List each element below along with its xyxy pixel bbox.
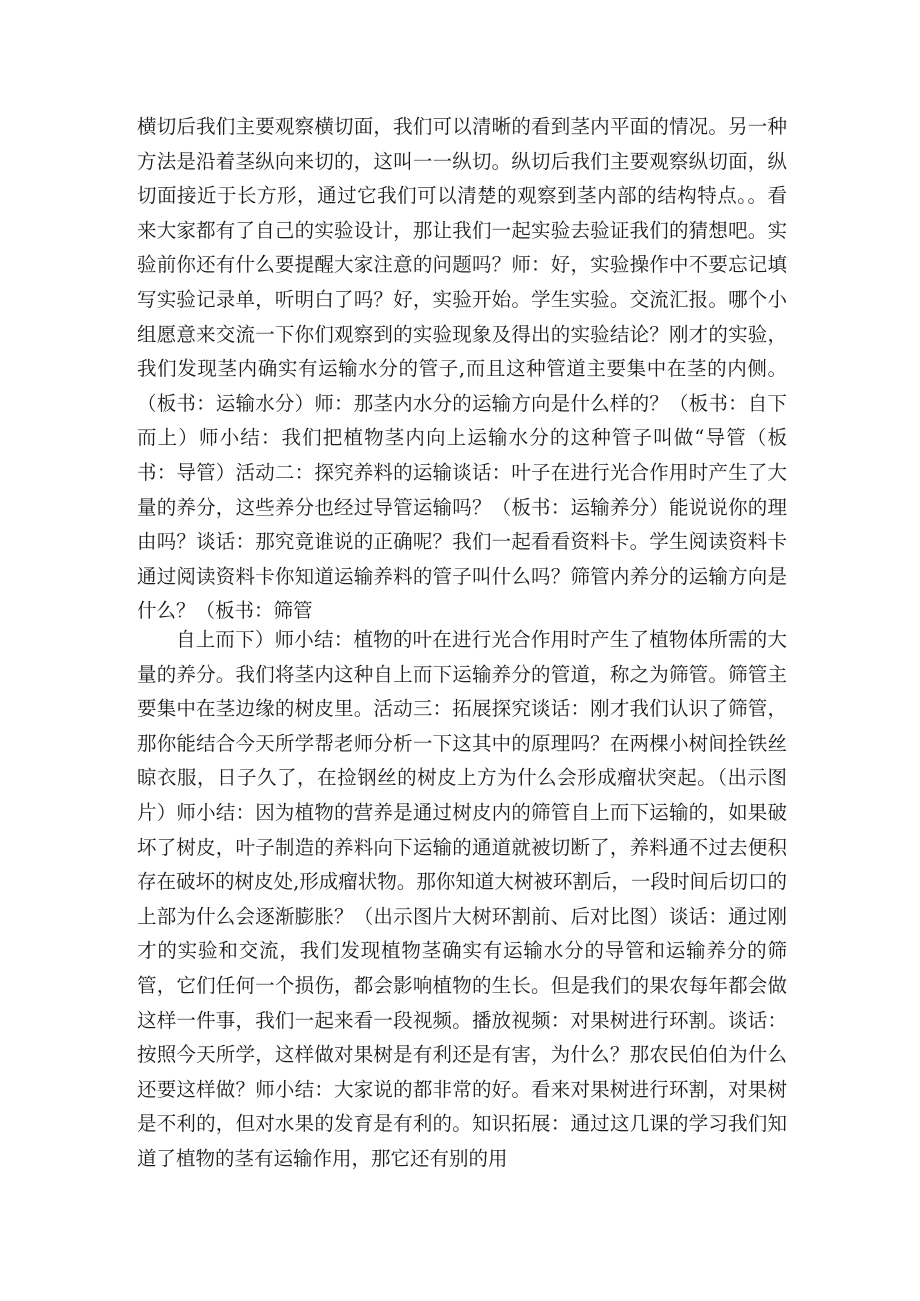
paragraph-2: 自上而下）师小结：植物的叶在进行光合作用时产生了植物体所需的大量的养分。我们将茎内这种自上而下运输养分的管道，称之为筛管。筛管主要集中在茎边缘的树皮里。活动三：拓展探究谈话：刚才我们认识了筛管，那你能结合今天所学帮老师分析一下这其中的原理吗？在两棵小树间拴铁丝晾衣服，日子久了，在捡钢丝的树皮上方为什么会形成瘤状突起。（出示图片）师小结：因为植物的营养是通过树皮内的筛管自上而下运输的，如果破坏了树皮，叶子制造的养料向下运输的通道就被切断了，养料通不过去便积存在破坏的树皮处,形成瘤状物。那你知道大树被环割后，一段时间后切口的上部为什么会逐渐膨胀？（出示图片大树环割前、后对比图）谈话：通过刚才的实验和交流，我们发现植物茎确实有运输水分的导管和运输养分的筛管，它们任何一个损伤，都会影响植物的生长。但是我们的果农每年都会做这样一件事，我们一起来看一段视频。播放视频：对果树进行环割。谈话：按照今天所学，这样做对果树是有利还是有害，为什么？那农民伯伯为什么还要这样做？师小结：大家说的都非常的好。看来对果树进行环割，对果树是不利的，但对水果的发育是有利的。知识拓展：通过这几课的学习我们知道了植物的茎有运输作用，那它还有别的用: [137, 628, 787, 1170]
paragraph-1: 横切后我们主要观察横切面，我们可以清晰的看到茎内平面的情况。另一种方法是沿着茎纵向来切的，这叫一一纵切。纵切后我们主要观察纵切面，纵切面接近于长方形，通过它我们可以清楚的观察到茎内部的结构特点。。看来大家都有了自己的实验设计，那让我们一起实验去验证我们的猜想吧。实验前你还有什么要提醒大家注意的问题吗？师：好，实验操作中不要忘记填写实验记录单，听明白了吗？好，实验开始。学生实验。交流汇报。哪个小组愿意来交流一下你们观察到的实验现象及得出的实验结论？刚才的实验，我们发现茎内确实有运输水分的管子,而且这种管道主要集中在茎的内侧。（板书：运输水分）师：那茎内水分的运输方向是什么样的？（板书：自下而上）师小结：我们把植物茎内向上运输水分的这种管子叫做“导管（板书：导管）活动二：探究养料的运输谈话：叶子在进行光合作用时产生了大量的养分，这些养分也经过导管运输吗？（板书：运输养分）能说说你的理由吗？谈话：那究竟谁说的正确呢？我们一起看看资料卡。学生阅读资料卡通过阅读资料卡你知道运输养料的管子叫什么吗？筛管内养分的运输方向是什么？（板书：筛管: [137, 115, 787, 623]
